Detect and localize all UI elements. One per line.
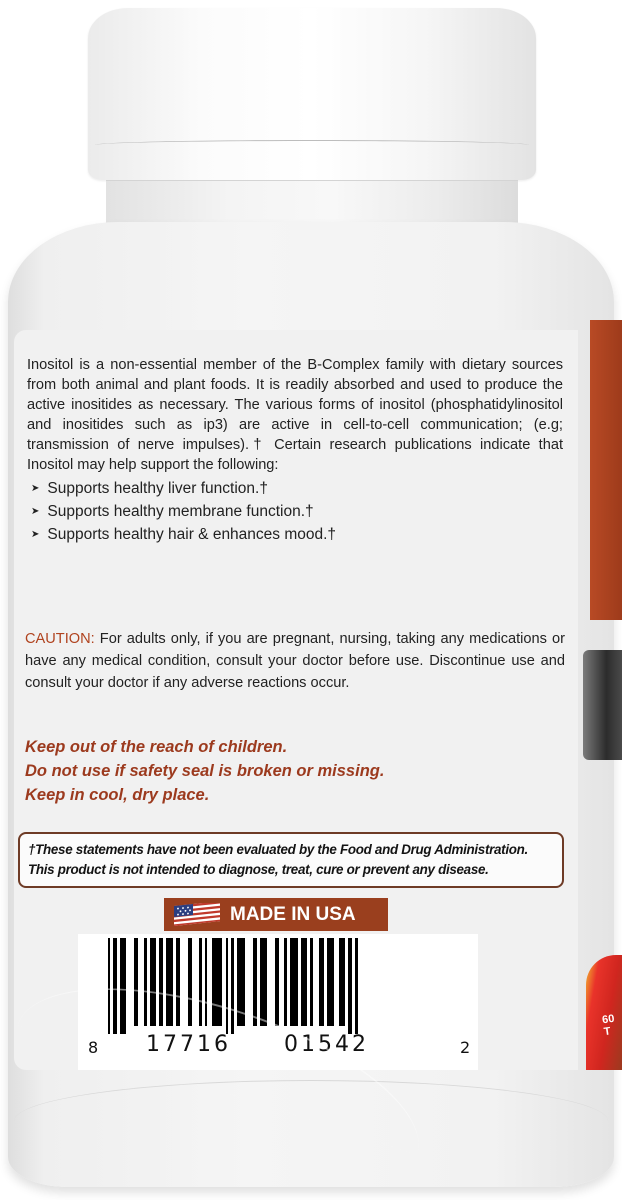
cap-rim-line: [95, 140, 529, 145]
benefit-item: [27, 523, 563, 546]
benefits-list: [27, 477, 563, 546]
front-label-dark-band: [583, 650, 622, 760]
barcode-digits-group2: 01542: [284, 1032, 369, 1057]
bottle-cap: [88, 8, 536, 180]
barcode-digits-group1: 17716: [146, 1032, 231, 1057]
benefit-item: [27, 477, 563, 500]
description-paragraph: Inositol is a non-essential member of the B-Complex family with dietary sources from both animal and plant foods. It is readily absorbed and used to produce the active inositides as necessary. The various forms of inositol (phosphatidylinositol and inositides such as ip3) are active in cell-to-cell communication; (e.g; transmission of nerve impulses).† Certain research publications indicate that Inositol may help support the following:: [27, 357, 563, 473]
caution-block: [25, 628, 565, 694]
arrow-bullet-icon: ➤: [31, 506, 40, 517]
warnings-block: [25, 735, 565, 807]
description-block: [27, 355, 563, 546]
fda-disclaimer-line1: †These statements have not been evaluated by the Food and Drug Administration.: [28, 842, 528, 857]
arrow-bullet-icon: ➤: [31, 529, 40, 540]
us-flag-icon: [174, 903, 220, 927]
benefit-item: [27, 500, 563, 523]
benefit-text: Supports healthy liver function.†: [47, 480, 268, 497]
made-in-usa-label: MADE IN USA: [230, 903, 356, 925]
benefit-text: Supports healthy membrane function.†: [47, 503, 314, 520]
caution-label: CAUTION:: [25, 631, 95, 647]
made-in-usa-badge: [164, 898, 388, 931]
warning-storage: Keep in cool, dry place.: [25, 786, 210, 804]
barcode-digit-left: 8: [88, 1038, 99, 1057]
arrow-bullet-icon: ➤: [31, 483, 40, 494]
benefit-text: Supports healthy hair & enhances mood.†: [47, 526, 337, 543]
front-label-orange-band: [590, 320, 622, 620]
warning-seal: Do not use if safety seal is broken or missing.: [25, 762, 385, 780]
fda-disclaimer-line2: This product is not intended to diagnose, treat, cure or prevent any disease.: [28, 862, 489, 877]
caution-text: For adults only, if you are pregnant, nursing, taking any medications or have any medical condition, consult your doctor before use. Discontinue use and consult your doctor if any adverse reactions occur.: [25, 631, 565, 691]
fda-disclaimer-box: [18, 832, 564, 888]
barcode-digit-right: 2: [460, 1038, 471, 1057]
warning-children: Keep out of the reach of children.: [25, 738, 288, 756]
tablet-count-text: 60 T: [601, 1012, 616, 1039]
